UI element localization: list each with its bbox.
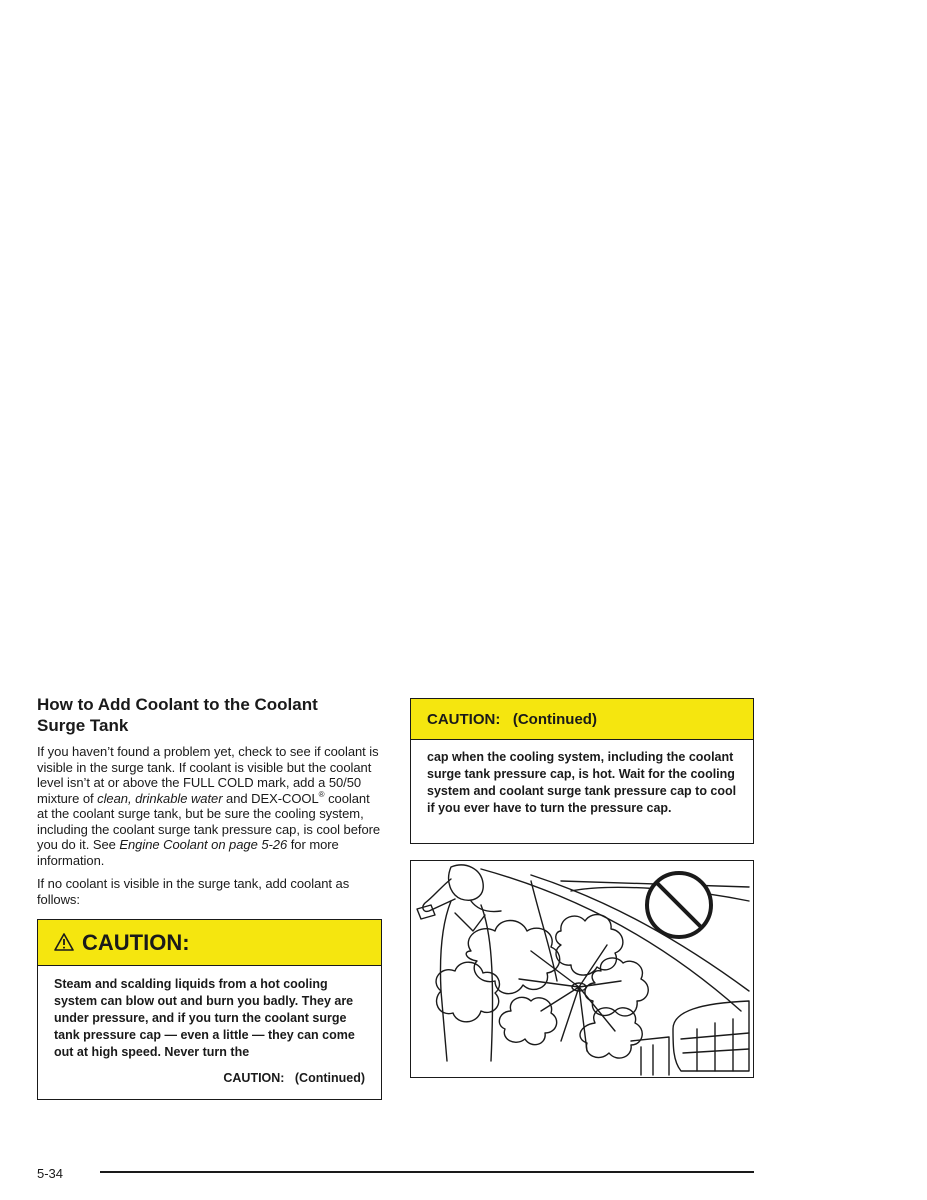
caution-continued-text: cap when the cooling system, including the coolant surge tank pressure cap, is hot. Wait for the cooling system and coolant surge tank pressure cap to cool if you ever have to turn the pressure cap. [427,750,737,815]
right-column [410,698,754,1078]
footer-rule [100,1171,754,1173]
cross-reference-link: Engine Coolant on page 5-26 [119,837,288,852]
caution-heading: CAUTION: [82,929,190,955]
paragraph-1-text-a: If you haven’t found a problem yet, check to see if coolant is visible in the surge tank. If coolant is visible but the coolant level isn’t at or above the FULL COLD mark, add a 50/50 mixture of [37,744,379,806]
caution-continued-header: CAUTION: (Continued) [411,699,753,740]
registered-mark: ® [318,789,325,799]
caution-continued-label: CAUTION: (Continued) [223,1071,365,1085]
steam-burn-illustration [410,860,754,1078]
paragraph-1-italic-a: clean, drinkable water [97,790,223,806]
caution-header [38,920,381,966]
page-footer [37,1166,754,1186]
paragraph-2: If no coolant is visible in the surge tank, add coolant as follows: [37,876,350,907]
caution-box [37,919,382,1100]
illustration-drawing [411,861,753,1077]
paragraph-1 [37,744,382,868]
paragraph-1-text-d: for more information. [37,837,339,868]
caution-text: Steam and scalding liquids from a hot cooling system can blow out and burn you badly. They are under pressure, and if you turn the coolant surge tank pressure cap — even a little — they can come out at high speed. Never turn the [54,977,355,1059]
prohibition-icon [647,873,711,937]
warning-triangle-icon [54,933,74,951]
paragraph-1-text-c: coolant at the coolant surge tank, but be sure the cooling system, including the coolant surge tank pressure cap, is cool before you do it. See [37,790,381,852]
paragraph-1-text-b: and DEX-COOL [222,790,319,806]
page-number: 5-34 [37,1166,64,1181]
left-column [37,694,382,1100]
caution-continued-box [410,698,754,844]
section-title: How to Add Coolant to the Coolant Surge Tank [37,695,318,735]
